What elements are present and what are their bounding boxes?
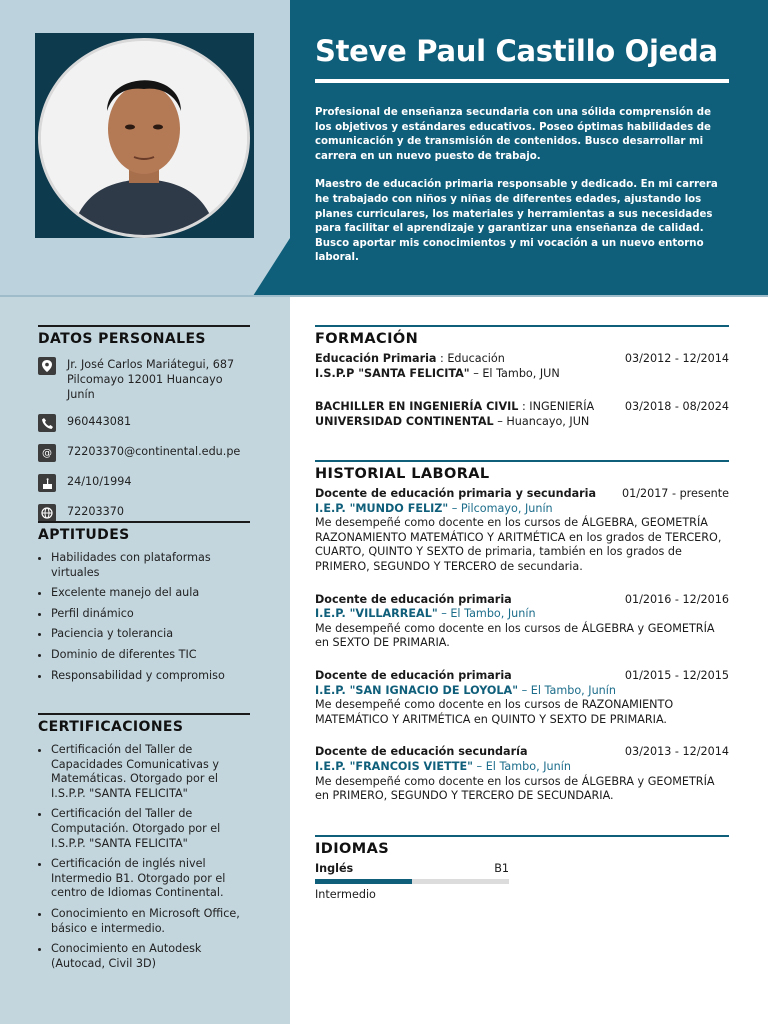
date-range: 03/2012 - 12/2014 [624, 352, 729, 365]
list-item: • Certificación de inglés nivel Intermedio B1. Otorgado por el centro de Idiomas Continental. [51, 857, 250, 901]
contact-phone [38, 414, 250, 432]
section-rule [315, 460, 729, 462]
section-title: CERTIFICACIONES [38, 719, 184, 735]
section-rule [38, 521, 250, 523]
list-item: • Certificación del Taller de Computación. Otorgado por el I.S.P.P. "SANTA FELICITA" [51, 807, 250, 851]
contact-address [38, 357, 250, 402]
school-name: I.E.P. "SAN IGNACIO DE LOYOLA" [315, 683, 519, 697]
work-entry [315, 669, 729, 727]
summary-paragraph: Maestro de educación primaria responsable y dedicado. En mi carrera he trabajado con niños y niñas de diferentes edades, ajustando los planes curriculares, los materiales y herramientas a sus necesidades para facilitar el aprendizaje y garantizar una enseñanza de calidad. Busco aportar mis conocimientos y mi vocación a un nuevo entorno laboral. [315, 179, 718, 264]
school-place: – Pilcomayo, Junín [448, 501, 553, 515]
section-title: HISTORIAL LABORAL [315, 466, 490, 482]
section-title: DATOS PERSONALES [38, 331, 206, 347]
skills-section [38, 521, 250, 689]
list-item: • Certificación del Taller de Capacidades Comunicativas y Matemáticas. Otorgado por el I.S.P.P. "SANTA FELICITA" [51, 743, 250, 801]
location-icon [38, 357, 56, 375]
list-item: • Perfil dinámico [51, 607, 250, 622]
list-item: • Paciencia y tolerancia [51, 627, 250, 642]
list-item: • Responsabilidad y compromiso [51, 669, 250, 684]
candidate-name: Steve Paul Castillo Ojeda [315, 34, 718, 68]
school-name: I.E.P. "FRANCOIS VIETTE" [315, 759, 473, 773]
education-section [315, 325, 729, 429]
education-entry [315, 400, 729, 429]
languages-section [315, 835, 729, 903]
section-rule [315, 835, 729, 837]
summary-paragraph: Profesional de enseñanza secundaria con una sólida comprensión de los objetivos y estándares educativos. Poseo óptimas habilidades de comunicación y de transmisión de contenidos. Busco desarrollar mi carrera en un nuevo puesto de trabajo. [315, 107, 711, 162]
certifications-section [38, 713, 250, 977]
email-icon: @ [38, 444, 56, 462]
section-rule [38, 713, 250, 715]
address-text: Jr. José Carlos Mariátegui, 687 Pilcomayo 12001 Huancayo Junín [67, 358, 235, 401]
job-role: Docente de educación primaria y secundaria [315, 487, 597, 500]
school-place: – El Tambo, JUN [469, 366, 560, 380]
profile-summary [315, 106, 731, 280]
work-history-section [315, 460, 729, 804]
job-description: Me desempeñé como docente en los cursos de ÁLGEBRA, GEOMETRÍA RAZONAMIENTO MATEMÁTICO Y ARITMÉTICA en los grados de TERCERO, CUARTO, QUINTO Y SEXTO de primaria, también en los grados de PRIMERO, SEGUNDO Y TERCERO de secundaria. [315, 516, 722, 573]
date-range: 03/2018 - 08/2024 [624, 400, 729, 414]
list-item: • Habilidades con plataformas virtuales [51, 551, 250, 580]
date-range: 01/2016 - 12/2016 [624, 592, 729, 606]
school-place: – El Tambo, Junín [518, 683, 616, 697]
section-rule [315, 325, 729, 327]
list-item: • Conocimiento en Autodesk (Autocad, Civil 3D) [51, 942, 250, 971]
school-name: I.E.P. "VILLARREAL" [315, 607, 438, 621]
profile-photo [38, 38, 250, 238]
id-text: 72203370 [67, 505, 124, 518]
degree-name: Educación Primaria [315, 352, 437, 365]
header-divider [0, 295, 768, 297]
school-place: – Huancayo, JUN [493, 414, 590, 428]
email-link[interactable]: 72203370@continental.edu.pe [67, 445, 241, 458]
work-entry [315, 593, 729, 651]
list-item: • Dominio de diferentes TIC [51, 648, 250, 663]
globe-icon [38, 504, 56, 522]
section-rule [38, 325, 250, 327]
school-place: – El Tambo, Junín [473, 759, 571, 773]
birthday-icon [38, 474, 56, 492]
birthdate-text: 24/10/1994 [67, 475, 132, 488]
work-entry [315, 487, 729, 575]
education-entry [315, 352, 729, 381]
job-description: Me desempeñé como docente en los cursos de ÁLGEBRA y GEOMETRÍA en SEXTO DE PRIMARIA. [315, 621, 715, 650]
language-name: Inglés [315, 862, 354, 875]
section-title: IDIOMAS [315, 841, 390, 857]
header-corner-triangle [253, 238, 290, 296]
list-item: • Excelente manejo del aula [51, 586, 250, 601]
name-underline [315, 79, 729, 83]
contact-id [38, 504, 250, 522]
contact-email [38, 444, 250, 462]
degree-field: : INGENIERÍA [518, 400, 595, 414]
date-range: 01/2015 - 12/2015 [624, 668, 729, 682]
language-proficiency-fill [315, 879, 412, 884]
job-role: Docente de educación secundaría [315, 745, 528, 759]
job-role: Docente de educación primaria [315, 592, 512, 606]
phone-icon [38, 414, 56, 432]
section-title: APTITUDES [38, 527, 130, 543]
section-title: FORMACIÓN [315, 331, 419, 347]
personal-data-section [38, 325, 250, 534]
language-level-text: Intermedio [315, 888, 376, 901]
language-row [315, 862, 509, 875]
contact-birthdate [38, 474, 250, 492]
language-proficiency-bar [315, 879, 509, 884]
list-item: • Conocimiento en Microsoft Office, básico e intermedio. [51, 907, 250, 936]
degree-field: : Educación [436, 352, 505, 365]
job-description: Me desempeñé como docente en los cursos de ÁLGEBRA y GEOMETRÍA en PRIMERO, SEGUNDO Y TERCERO DE SECUNDARIA. [315, 774, 715, 803]
job-description: Me desempeñé como docente en los cursos de RAZONAMIENTO MATEMÁTICO Y ARITMÉTICA en QUINTO Y SEXTO DE PRIMARIA. [315, 698, 674, 726]
phone-text[interactable]: 960443081 [67, 415, 132, 428]
school-name: UNIVERSIDAD CONTINENTAL [315, 414, 494, 428]
certifications-list [38, 743, 250, 971]
language-level-code: B1 [494, 862, 509, 875]
school-place: – El Tambo, Junín [437, 607, 536, 621]
work-entry [315, 745, 729, 803]
degree-name: BACHILLER EN INGENIERÍA CIVIL [315, 400, 519, 414]
skills-list [38, 551, 250, 683]
date-range: 03/2013 - 12/2014 [624, 745, 729, 759]
job-role: Docente de educación primaria [315, 668, 512, 682]
school-name: I.E.P. "MUNDO FELIZ" [315, 501, 449, 515]
school-name: I.S.P.P "SANTA FELICITA" [315, 366, 470, 380]
date-range: 01/2017 - presente [621, 487, 729, 500]
